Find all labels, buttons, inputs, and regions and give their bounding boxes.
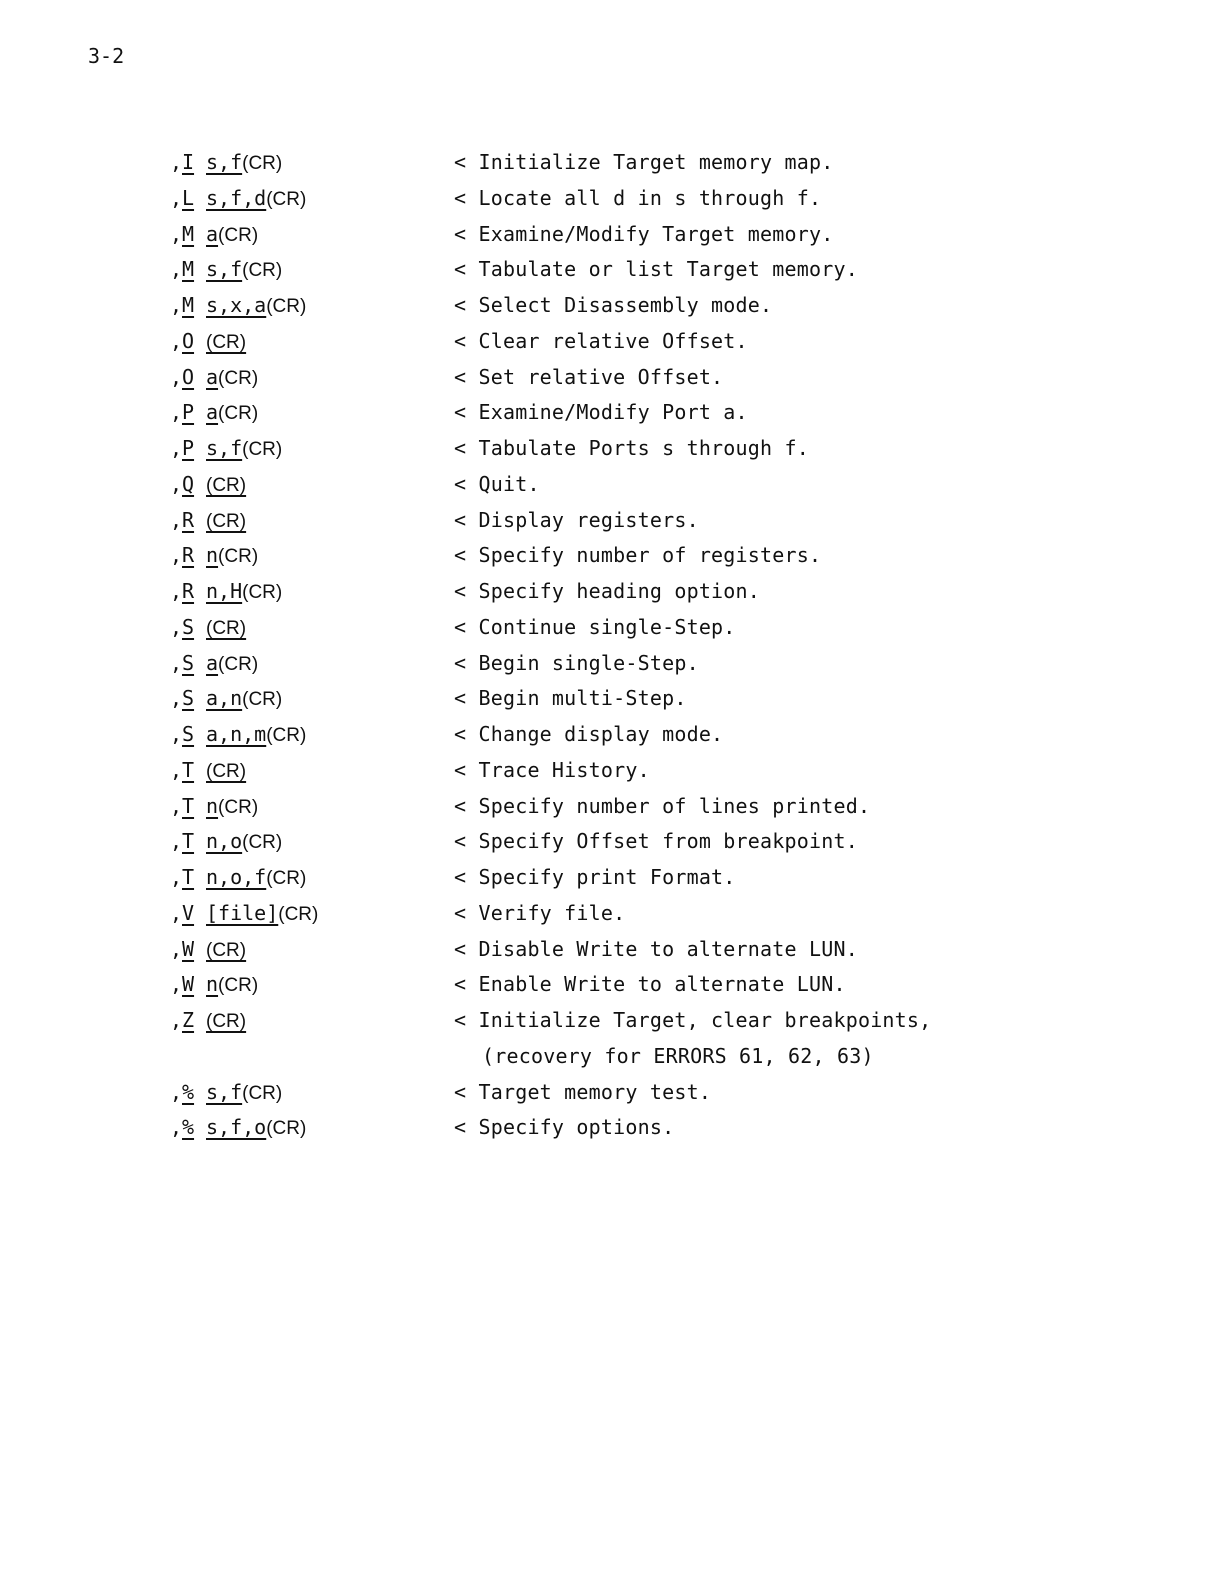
command-letter: O	[182, 328, 195, 353]
command-cr: (CR)	[218, 367, 259, 389]
command-cr: (CR)	[242, 260, 283, 282]
command-letter: M	[182, 257, 195, 282]
command-cr: (CR)	[242, 439, 283, 460]
command-letter: %	[182, 1115, 195, 1140]
command-cr: (CR)	[206, 760, 247, 782]
command-row	[170, 398, 1070, 434]
command-row	[170, 970, 1070, 1006]
command-args: a,n	[206, 686, 243, 711]
command-prefix: ,	[170, 1079, 183, 1104]
command-row	[170, 1006, 1070, 1042]
command-cr: (CR)	[266, 188, 307, 210]
command-description: < Specify print Format.	[454, 865, 736, 889]
command-prefix: ,	[170, 614, 183, 639]
command-description: < Disable Write to alternate LUN.	[454, 936, 858, 961]
command-args: a	[206, 650, 219, 675]
command-description: < Examine/Modify Port a.	[454, 400, 748, 425]
command-args: a	[206, 400, 219, 425]
command-prefix: ,	[170, 543, 183, 568]
command-description: < Specify heading option.	[454, 579, 761, 603]
command-prefix: ,	[170, 579, 183, 603]
command-args: s,f	[206, 1079, 243, 1104]
command-row	[170, 506, 1070, 542]
command-letter: R	[182, 543, 195, 568]
command-cr: (CR)	[206, 510, 247, 532]
command-letter: P	[182, 436, 195, 460]
command-description: < Examine/Modify Target memory.	[454, 221, 834, 246]
command-description: < Verify file.	[454, 900, 626, 925]
command-description: < Specify number of lines printed.	[454, 793, 871, 818]
command-description: < Specify Offset from breakpoint.	[454, 829, 858, 854]
command-cr: (CR)	[218, 403, 259, 425]
command-prefix: ,	[170, 400, 183, 425]
command-letter: I	[182, 150, 195, 174]
command-row	[170, 827, 1070, 863]
command-description: < Set relative Offset.	[454, 364, 724, 389]
command-cr: (CR)	[266, 725, 307, 746]
command-prefix: ,	[170, 757, 183, 782]
command-arguments	[206, 184, 306, 214]
command-arguments	[206, 220, 258, 250]
command-args: n,o,f	[206, 865, 267, 889]
command-description: < Specify number of registers.	[454, 543, 822, 568]
command-description: < Continue single-Step.	[454, 614, 736, 639]
command-arguments	[206, 470, 246, 500]
command-description: < Begin single-Step.	[454, 650, 699, 675]
command-description: < Specify options.	[454, 1115, 675, 1140]
command-description: < Clear relative Offset.	[454, 328, 748, 353]
command-letter: T	[182, 865, 195, 889]
command-description: (recovery for ERRORS 61, 62, 63)	[482, 1043, 874, 1068]
command-prefix: ,	[170, 686, 183, 711]
command-args: a,n,m	[206, 722, 267, 746]
command-arguments	[206, 684, 282, 714]
command-args: [file]	[206, 900, 279, 925]
command-args: s,f	[206, 257, 243, 282]
command-arguments	[206, 613, 246, 643]
command-prefix: ,	[170, 1115, 183, 1140]
command-row	[170, 899, 1070, 935]
command-list	[170, 148, 1070, 1149]
command-row	[170, 434, 1070, 470]
command-letter: P	[182, 400, 195, 425]
command-row	[170, 363, 1070, 399]
command-letter: M	[182, 221, 195, 246]
command-description: < Target memory test.	[454, 1079, 712, 1104]
command-description: < Locate all d in s through f.	[454, 185, 822, 210]
command-prefix: ,	[170, 293, 183, 317]
command-args: n,H	[206, 579, 243, 603]
command-letter: R	[182, 579, 195, 603]
command-args: a	[206, 221, 219, 246]
command-prefix: ,	[170, 793, 183, 818]
command-prefix: ,	[170, 364, 183, 389]
command-description: < Display registers.	[454, 507, 699, 532]
command-prefix: ,	[170, 936, 183, 961]
command-row	[170, 327, 1070, 363]
command-cr: (CR)	[242, 689, 283, 711]
command-arguments	[206, 792, 258, 822]
command-prefix: ,	[170, 507, 183, 532]
command-letter: R	[182, 507, 195, 532]
command-row	[170, 863, 1070, 899]
command-letter: O	[182, 364, 195, 389]
command-row	[170, 720, 1070, 756]
command-arguments	[206, 255, 282, 285]
command-letter: T	[182, 757, 195, 782]
command-prefix: ,	[170, 900, 183, 925]
command-row	[170, 935, 1070, 971]
command-prefix: ,	[170, 650, 183, 675]
command-arguments	[206, 506, 246, 536]
command-row	[170, 255, 1070, 291]
command-row	[170, 470, 1070, 506]
command-prefix: ,	[170, 722, 183, 746]
command-cr: (CR)	[206, 1011, 247, 1032]
command-arguments	[206, 1113, 306, 1143]
command-prefix: ,	[170, 1008, 183, 1032]
command-args: n,o	[206, 829, 243, 854]
command-cr: (CR)	[242, 153, 283, 174]
command-row	[170, 184, 1070, 220]
command-arguments	[206, 577, 282, 607]
command-row	[170, 613, 1070, 649]
command-row	[170, 541, 1070, 577]
command-arguments	[206, 291, 306, 321]
command-prefix: ,	[170, 221, 183, 246]
command-letter: S	[182, 686, 195, 711]
command-letter: W	[182, 972, 195, 997]
command-arguments	[206, 434, 282, 464]
command-arguments	[206, 935, 246, 965]
command-cr: (CR)	[242, 1082, 283, 1104]
command-args: s,f,d	[206, 185, 267, 210]
command-cr: (CR)	[242, 832, 283, 854]
command-arguments	[206, 756, 246, 786]
command-cr: (CR)	[266, 1118, 307, 1140]
command-prefix: ,	[170, 328, 183, 353]
command-arguments	[206, 541, 258, 571]
command-cr: (CR)	[206, 939, 247, 961]
command-cr: (CR)	[266, 296, 307, 317]
command-prefix: ,	[170, 257, 183, 282]
command-prefix: ,	[170, 972, 183, 997]
command-letter: S	[182, 722, 195, 746]
command-cr: (CR)	[218, 796, 259, 818]
command-cr: (CR)	[278, 903, 319, 925]
command-letter: S	[182, 650, 195, 675]
command-description: < Select Disassembly mode.	[454, 293, 773, 317]
command-cr: (CR)	[242, 582, 283, 603]
command-args: a	[206, 364, 219, 389]
command-row	[170, 756, 1070, 792]
command-letter: V	[182, 900, 195, 925]
command-description: < Initialize Target memory map.	[454, 150, 834, 174]
command-row	[170, 1078, 1070, 1114]
command-letter: %	[182, 1079, 195, 1104]
command-args: n	[206, 972, 219, 997]
command-arguments	[206, 1078, 282, 1108]
command-arguments	[206, 827, 282, 857]
command-prefix: ,	[170, 185, 183, 210]
command-description: < Initialize Target, clear breakpoints,	[454, 1008, 932, 1032]
command-arguments	[206, 363, 258, 393]
command-description: < Trace History.	[454, 757, 650, 782]
command-cr: (CR)	[218, 975, 259, 997]
command-cr: (CR)	[206, 331, 247, 353]
command-cr: (CR)	[218, 546, 259, 568]
command-description: < Quit.	[454, 471, 540, 496]
command-cr: (CR)	[206, 474, 247, 496]
command-letter: L	[182, 185, 195, 210]
command-arguments	[206, 720, 306, 750]
command-arguments	[206, 148, 282, 178]
command-row	[170, 291, 1070, 327]
command-arguments	[206, 1006, 246, 1036]
command-row	[170, 577, 1070, 613]
command-letter: M	[182, 293, 195, 317]
command-letter: Z	[182, 1008, 195, 1032]
command-arguments	[206, 398, 258, 428]
command-args: n	[206, 793, 219, 818]
command-cr: (CR)	[266, 868, 307, 889]
command-cr: (CR)	[218, 653, 259, 675]
command-arguments	[206, 327, 246, 357]
command-cr: (CR)	[206, 617, 247, 639]
command-prefix: ,	[170, 150, 183, 174]
command-letter: T	[182, 793, 195, 818]
command-row	[170, 649, 1070, 685]
command-row-continuation	[170, 1042, 1070, 1078]
command-row	[170, 1113, 1070, 1149]
command-description: < Begin multi-Step.	[454, 686, 687, 711]
command-prefix: ,	[170, 865, 183, 889]
command-description: < Change display mode.	[454, 722, 724, 746]
command-prefix: ,	[170, 829, 183, 854]
command-letter: T	[182, 829, 195, 854]
command-arguments	[206, 863, 306, 893]
command-args: s,f	[206, 436, 243, 460]
command-args: s,f,o	[206, 1115, 267, 1140]
command-letter: Q	[182, 471, 195, 496]
command-row	[170, 792, 1070, 828]
command-arguments	[206, 649, 258, 679]
command-description: < Tabulate or list Target memory.	[454, 257, 858, 282]
command-arguments	[206, 899, 318, 929]
command-args: s,f	[206, 150, 243, 174]
command-row	[170, 148, 1070, 184]
command-row	[170, 684, 1070, 720]
command-letter: W	[182, 936, 195, 961]
command-args: s,x,a	[206, 293, 267, 317]
command-description: < Tabulate Ports s through f.	[454, 436, 809, 460]
command-description: < Enable Write to alternate LUN.	[454, 972, 846, 997]
command-letter: S	[182, 614, 195, 639]
command-prefix: ,	[170, 436, 183, 460]
page-number: 3-2	[88, 44, 125, 68]
command-row	[170, 220, 1070, 256]
command-arguments	[206, 970, 258, 1000]
command-prefix: ,	[170, 471, 183, 496]
command-args: n	[206, 543, 219, 568]
command-cr: (CR)	[218, 224, 259, 246]
